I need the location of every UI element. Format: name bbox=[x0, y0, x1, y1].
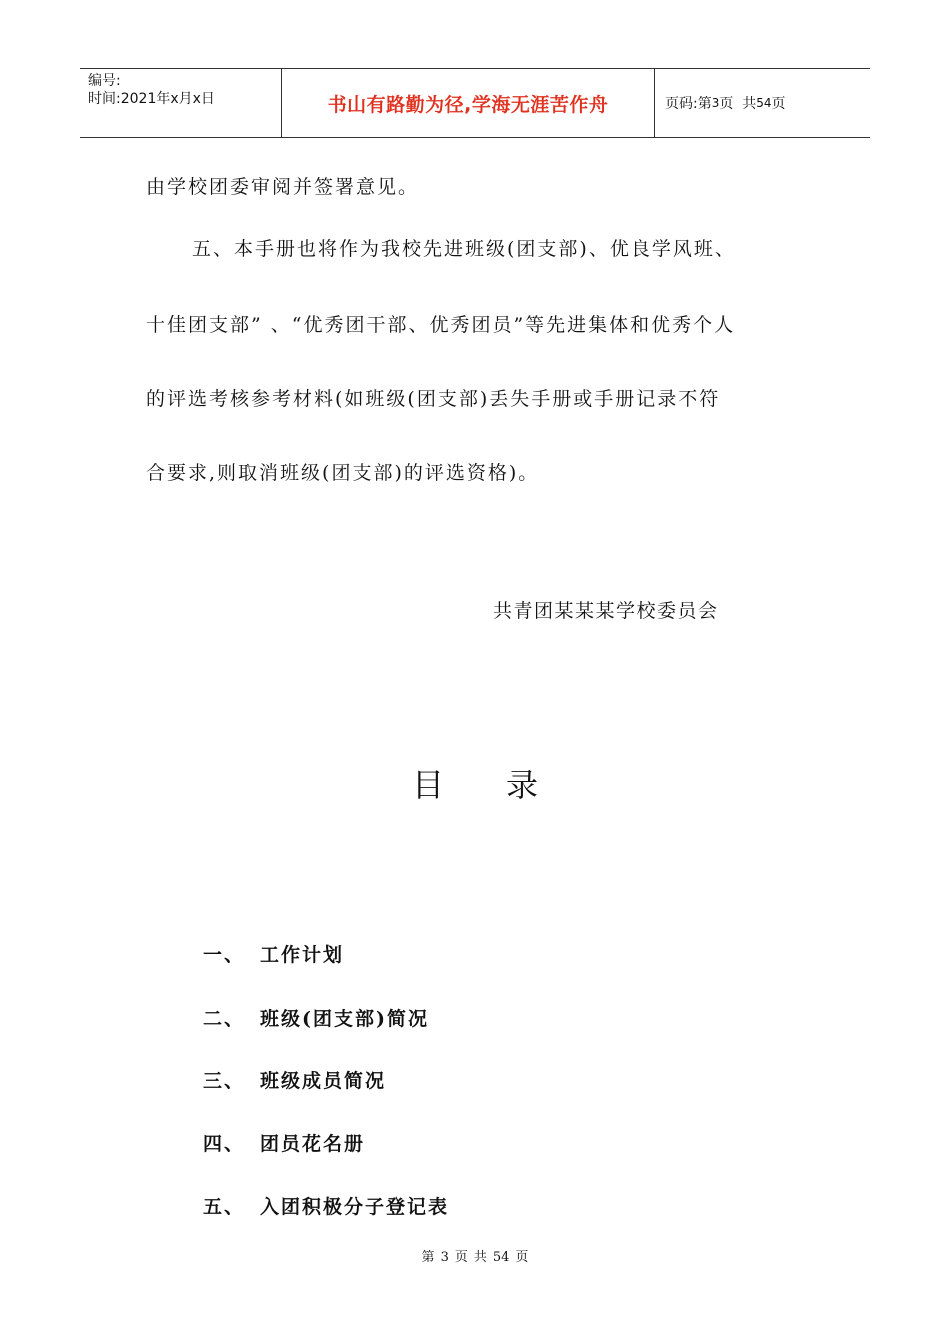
footer-current-page: 3 bbox=[440, 1250, 449, 1265]
signature: 共青团某某某学校委员会 bbox=[493, 600, 719, 622]
body-line: 十佳团支部” 、“优秀团干部、优秀团员”等先进集体和优秀个人 bbox=[146, 314, 736, 336]
page-mid: 页 共 bbox=[719, 96, 757, 112]
footer-ye: 页 bbox=[515, 1250, 529, 1265]
toc-item-label: 班级(团支部)简况 bbox=[260, 1008, 429, 1030]
body-line: 合要求,则取消班级(团支部)的评选资格)。 bbox=[146, 462, 540, 484]
body-line: 的评选考核参考材料(如班级(团支部)丢失手册或手册记录不符 bbox=[146, 388, 721, 410]
page-prefix: 页码:第 bbox=[665, 96, 712, 112]
page-total: 54 bbox=[756, 96, 772, 110]
toc-item-label: 班级成员简况 bbox=[260, 1070, 387, 1092]
footer-total-pages: 54 bbox=[492, 1250, 510, 1265]
toc-item[interactable] bbox=[203, 940, 344, 967]
toc-item[interactable] bbox=[203, 1066, 386, 1093]
toc-title-char: 目 bbox=[411, 766, 444, 804]
page-suffix: 页 bbox=[771, 96, 786, 112]
page-header bbox=[80, 68, 870, 138]
toc-item-number: 一、 bbox=[203, 944, 246, 966]
toc-item-number: 三、 bbox=[203, 1070, 246, 1092]
footer-gong: 共 bbox=[473, 1250, 487, 1265]
toc-item[interactable] bbox=[203, 1192, 449, 1219]
toc-item-label: 入团积极分子登记表 bbox=[260, 1196, 450, 1218]
body-line: 五、本手册也将作为我校先进班级(团支部)、优良学风班、 bbox=[192, 238, 736, 260]
toc-title-char: 录 bbox=[506, 766, 539, 804]
toc-item[interactable] bbox=[203, 1004, 429, 1031]
document-date: 时间:2021年x月x日 bbox=[88, 91, 215, 107]
toc-item-label: 团员花名册 bbox=[260, 1133, 366, 1155]
toc-item[interactable] bbox=[203, 1129, 365, 1156]
footer-di: 第 bbox=[421, 1250, 435, 1265]
page-current: 3 bbox=[711, 96, 720, 110]
header-meta bbox=[80, 69, 282, 137]
page-footer bbox=[0, 1246, 950, 1265]
document-number-label: 编号: bbox=[88, 73, 121, 89]
toc-item-number: 五、 bbox=[203, 1196, 246, 1218]
toc-item-label: 工作计划 bbox=[260, 944, 345, 966]
toc-item-number: 四、 bbox=[203, 1133, 246, 1155]
header-motto-cell bbox=[282, 69, 655, 137]
toc-title bbox=[0, 760, 950, 806]
header-motto: 书山有路勤为径,学海无涯苦作舟 bbox=[327, 93, 609, 116]
footer-ye: 页 bbox=[454, 1250, 468, 1265]
header-page-info bbox=[655, 69, 870, 137]
body-line: 由学校团委审阅并签署意见。 bbox=[146, 176, 420, 198]
toc-item-number: 二、 bbox=[203, 1008, 246, 1030]
